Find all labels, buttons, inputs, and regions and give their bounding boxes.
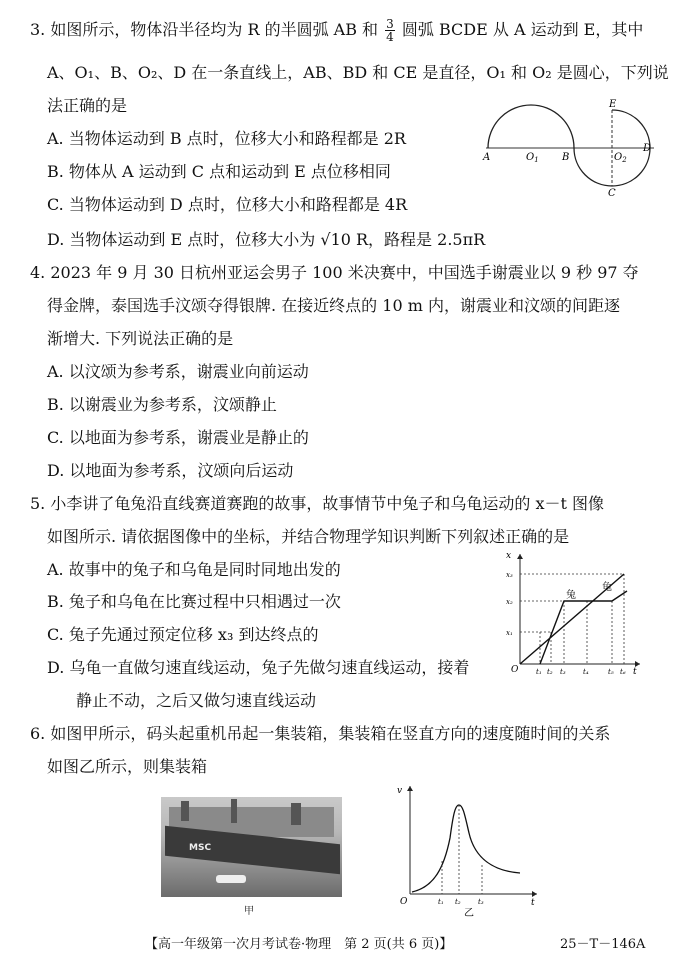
q4-option-a: A. 以汶颂为参考系，谢震业向前运动	[47, 362, 309, 381]
q3-label-e: E	[609, 99, 617, 110]
q6-line1: 6. 如图甲所示，码头起重机吊起一集装箱，集装箱在竖直方向的速度随时间的关系	[30, 724, 611, 743]
q4-option-d: D. 以地面为参考系，汶颂向后运动	[47, 461, 294, 480]
q3-line1b: 圆弧 BCDE 从 A 运动到 E，其中	[401, 20, 644, 39]
q6-photo-tugboat	[216, 875, 246, 883]
q6-vt-graph	[394, 783, 544, 919]
q5-t-tick-t1: t₁	[536, 668, 542, 676]
q4-line2: 得金牌，泰国选手汶颂夺得银牌. 在接近终点的 10 m 内，谢震业和汶颂的间距逐	[47, 296, 620, 315]
q6-photo-crane	[231, 799, 237, 823]
q5-option-b: B. 兔子和乌龟在比赛过程中只相遇过一次	[47, 592, 341, 611]
q6-photo-caption: 甲	[244, 906, 254, 917]
q4-option-b: B. 以谢震业为参考系，汶颂静止	[47, 395, 277, 414]
q3-option-c: C. 当物体运动到 D 点时，位移大小和路程都是 4R	[47, 195, 408, 214]
q3-option-b: B. 物体从 A 运动到 C 点和运动到 E 点位移相同	[47, 162, 391, 181]
q3-label-a: A	[483, 152, 491, 163]
q5-line1: 5. 小李讲了龟兔沿直线赛道赛跑的故事，故事情节中兔子和乌龟运动的 x－t 图像	[30, 494, 604, 513]
q4-line3: 渐增大. 下列说法正确的是	[47, 329, 234, 348]
q6-t-tick-t1: t₁	[438, 898, 444, 906]
q3-label-o2: $O_2$	[614, 152, 627, 164]
q5-t-label: t	[633, 667, 637, 676]
q3-fraction: $\frac{3}{4}$	[386, 17, 394, 44]
q6-ship-photo	[161, 797, 342, 897]
q5-option-d: D. 乌龟一直做匀速直线运动，兔子先做匀速直线运动，接着	[47, 658, 470, 677]
q5-rabbit-label: 兔	[566, 590, 576, 601]
q6-line2: 如图乙所示，则集装箱	[47, 757, 208, 776]
q5-y-tick-x2: x₂	[506, 598, 513, 606]
q3-label-b: B	[562, 152, 570, 163]
q5-line2: 如图所示. 请依据图像中的坐标，并结合物理学知识判断下列叙述正确的是	[47, 527, 570, 546]
q5-t-tick-t4: t₄	[583, 668, 589, 676]
q6-photo-crane	[181, 801, 189, 821]
q3-option-d: D. 当物体运动到 E 点时，位移大小为 √10 R，路程是 2.5πR	[47, 230, 486, 249]
q5-option-a: A. 故事中的兔子和乌龟是同时同地出发的	[47, 560, 341, 579]
q3-line2: A、O₁、B、O₂、D 在一条直线上，AB、BD 和 CE 是直径，O₁ 和 O₂ 是圆心，下列说	[47, 63, 669, 82]
q5-t-tick-t6: t₆	[620, 668, 626, 676]
q5-rabbit-line	[540, 591, 627, 664]
q6-v-arrow	[407, 786, 413, 791]
footer-left: 【高一年级第一次月考试卷·物理 第 2 页(共 6 页)】	[145, 937, 453, 952]
q5-option-c: C. 兔子先通过预定位移 x₃ 到达终点的	[47, 625, 319, 644]
q3-line1	[30, 18, 643, 43]
q5-option-d-cont: 静止不动，之后又做匀速直线运动	[76, 691, 317, 710]
q6-photo-hull-text: MSC	[189, 843, 212, 853]
q5-turtle-label: 龟	[602, 582, 612, 593]
q4-option-c: C. 以地面为参考系，谢震业是静止的	[47, 428, 309, 447]
q5-origin: O	[511, 665, 519, 675]
q6-t-tick-t2: t₂	[455, 898, 461, 906]
footer-right: 25－T－146A	[560, 937, 646, 952]
q5-t-tick-t2: t₂	[547, 668, 553, 676]
q6-photo-crane	[291, 803, 301, 825]
q3-arc-figure	[480, 96, 660, 196]
q5-x-arrow	[517, 554, 523, 559]
q5-x-label: x	[506, 551, 512, 561]
q5-y-tick-x1: x₁	[506, 629, 513, 637]
q6-v-label: v	[397, 786, 403, 796]
q3-label-c: C	[608, 188, 616, 196]
q3-line1a: 3. 如图所示，物体沿半径均为 R 的半圆弧 AB 和	[30, 20, 379, 39]
q5-y-tick-x3: x₃	[506, 571, 513, 579]
q4-line1: 4. 2023 年 9 月 30 日杭州亚运会男子 100 米决赛中，中国选手谢震业以 9 秒 97 夺	[30, 263, 639, 282]
q3-option-a: A. 当物体运动到 B 点时，位移大小和路程都是 2R	[47, 129, 406, 148]
q3-label-d: D	[643, 143, 652, 154]
q5-t-tick-t5: t₅	[608, 668, 614, 676]
q3-arc-ab	[488, 105, 574, 148]
q6-origin: O	[400, 897, 408, 907]
q5-xt-graph	[505, 548, 645, 676]
q6-velocity-curve	[412, 805, 520, 892]
q6-t-tick-t3: t₃	[478, 898, 484, 906]
q6-graph-caption: 乙	[464, 908, 474, 919]
q3-label-o1: $O_1$	[526, 152, 539, 164]
q3-line3: 法正确的是	[47, 96, 128, 115]
q6-t-label: t	[531, 898, 535, 908]
q5-t-tick-t3: t₃	[560, 668, 566, 676]
q6-t-arrow	[532, 891, 537, 897]
